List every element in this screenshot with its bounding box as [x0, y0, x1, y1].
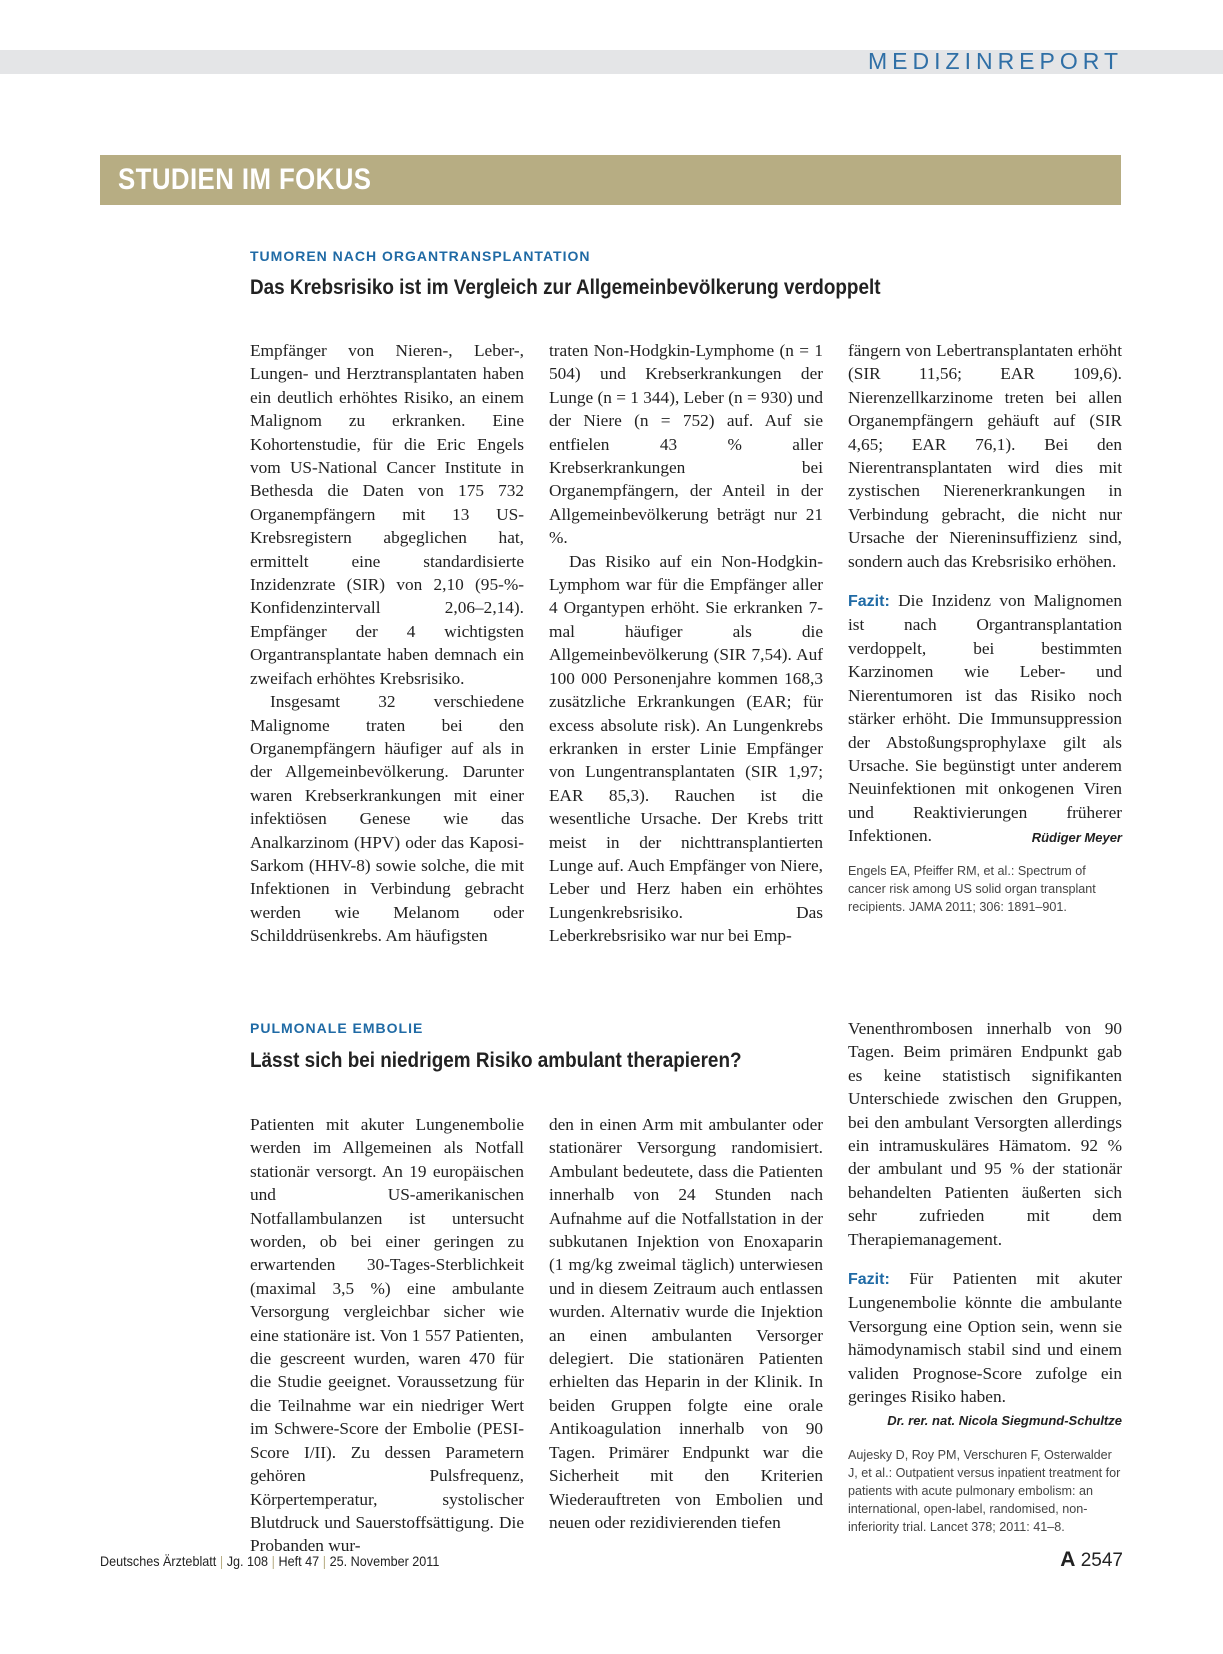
article1-paragraph: Insgesamt 32 verschiedene Malignome traten bei den Organempfängern häufiger auf als in der Allgemeinbevölkerung. Darunter waren Krebserkrankungen mit einer infektiösen Genese wie das Analkarzinom (HPV) oder das Kaposi-Sarkom (HHV-8) sowie solche, die mit Infektionen in Verbindung gebracht werden wie Melanom oder Schilddrüsenkrebs. Am häufigsten [250, 692, 524, 946]
article2-author: Dr. rer. nat. Nicola Siegmund-Schultze [887, 1412, 1122, 1428]
footer-separator: | [271, 1553, 275, 1569]
article2-column-1 [250, 1113, 524, 1558]
article2-fazit [848, 1267, 1122, 1408]
article1-author: Rüdiger Meyer [1031, 830, 1122, 846]
article2-paragraph: Venenthrombosen innerhalb von 90 Tagen. Beim primären Endpunkt gab es keine statistisch signifikanten Unterschiede zwischen den Gruppen, bei den ambulant Versorgten allerdings ein intramuskuläres Hämatom. 92 % der ambulant und 95 % der stationär behandelten Patienten äußerten sich sehr zufrieden mit dem Therapiemanagement. [848, 1019, 1122, 1249]
footer-date: 25. November 2011 [329, 1553, 440, 1569]
article2-column-3 [848, 1017, 1122, 1536]
article1-paragraph: fängern von Lebertransplantaten erhöht (SIR 11,56; EAR 109,6). Nierenzellkarzinome treten bei allen Organempfängern gehäuft auf (SIR 4,65; EAR 76,1). Bei den Nierentransplantaten wird dies mit zystischen Nierenerkrankungen in Verbindung gebracht, die nicht nur Ursache der Niereninsuffizienz sind, sondern auch das Krebsrisiko erhöhen. [848, 341, 1122, 571]
article1-paragraph: traten Non-Hodgkin-Lymphome (n = 1 504) und Krebserkrankungen der Lunge (n = 1 344), Leber (n = 930) und der Niere (n = 752) auf. Auf sie entfielen 43 % aller Krebserkrankungen bei Organempfängern, der Anteil in der Allgemeinbevölkerung beträgt nur 21 %. [549, 341, 823, 548]
article1-paragraph: Empfänger von Nieren-, Leber-, Lungen- und Herztransplantaten haben ein deutlich erhöhtes Risiko, an einem Malignom zu erkranken. Eine Kohortenstudie, für die Eric Engels vom US-National Cancer Institute in Bethesda die Daten von 175 732 Organempfängern mit 13 US-Krebsregistern abgeglichen hat, ermittelt eine standardisierte Inzidenzrate (SIR) von 2,10 (95-%-Konfidenzintervall 2,06–2,14). Empfänger der 4 wichtigsten Organtransplantate haben demnach ein zweifach erhöhtes Krebsrisiko. [250, 341, 524, 688]
article2-column-2 [549, 1113, 823, 1534]
fazit-text: Für Patienten mit akuter Lungenembolie könnte die ambulante Versorgung eine Option sein, wenn sie hämodynamisch stabil sind und einem validen Prognose-Score zufolge ein geringes Risiko haben. [848, 1269, 1122, 1407]
article1-column-2 [549, 339, 823, 948]
fazit-label: Fazit: [848, 593, 890, 611]
article2-reference: Aujesky D, Roy PM, Verschuren F, Osterwalder J, et al.: Outpatient versus inpatient treatment for patients with acute pulmonary embolism: an international, open-label, randomised, non-inferiority trial. Lancet 378; 2011: 41–8. [848, 1447, 1121, 1534]
fazit-text: Die Inzidenz von Malignomen ist nach Organtransplantation verdoppelt, bei bestimmten Karzinomen wie Leber- und Nierentumoren ist das Risiko noch stärker erhöht. Die Immunsuppression der Abstoßungsprophylaxe gilt als Ursache. Sie begünstigt unter anderem Neuinfektionen mit onkogenen Viren und Reaktivierungen früherer Infektionen. [848, 591, 1122, 846]
article1-reference: Engels EA, Pfeiffer RM, et al.: Spectrum of cancer risk among US solid organ transplant recipients. JAMA 2011; 306: 1891–901. [848, 863, 1096, 914]
article1-paragraph: Das Risiko auf ein Non-Hodgkin-Lymphom war für die Empfänger aller 4 Organtypen erhöht. Sie erkranken 7-mal häufiger als die Allgemeinbevölkerung (SIR 7,54). Auf 100 000 Personenjahre kommen 168,3 zusätzliche Erkrankungen (EAR; für excess absolute risk). An Lungenkrebs erkranken in erster Linie Empfänger von Lungentransplantaten (SIR 1,97; EAR 85,3). Rauchen ist die wesentliche Ursache. Der Krebs tritt meist in der nichttransplantierten Lunge auf. Auch Empfänger von Niere, Leber und Herz haben ein erhöhtes Lungenkrebsrisiko. Das Leberkrebsrisiko war nur bei Emp- [549, 551, 824, 946]
page-number-value: 2547 [1080, 1550, 1123, 1571]
banner-title: STUDIEN IM FOKUS [118, 163, 372, 196]
article2-paragraph: Patienten mit akuter Lungenembolie werden im Allgemeinen als Notfall stationär versorgt. An 19 europäischen und US-amerikanischen Notfallambulanzen ist untersucht worden, ob bei einer geringen zu erwartenden 30-Tages-Sterblichkeit (maximal 3,5 %) eine ambulante Versorgung vergleichbar sicher wie eine stationäre ist. Von 1 557 Patienten, die gescreent wurden, waren 470 für die Studie geeignet. Voraussetzung für die Teilnahme war ein niedriger Wert im Schwere-Score der Embolie (PESI-Score I/II). Zu dessen Parametern gehören Pulsfrequenz, Körpertemperatur, systolischer Blutdruck und Sauerstoffsättigung. Die Probanden wur- [250, 1115, 524, 1556]
page-prefix: A [1060, 1548, 1076, 1571]
article2-kicker: PULMONALE EMBOLIE [250, 1020, 424, 1036]
article1-fazit [848, 589, 1122, 847]
article2-paragraph: den in einen Arm mit ambulanter oder stationärer Versorgung randomisiert. Ambulant bedeutete, dass die Patienten innerhalb von 24 Stunden nach Aufnahme auf die Notfallstation in der subkutanen Injektion von Enoxaparin (1 mg/kg zweimal täglich) unterwiesen und in diesem Zeitraum auch entlassen wurden. Alternativ wurde die Injektion an einen ambulanten Versorger delegiert. Die stationären Patienten erhielten das Heparin in der Klinik. In beiden Gruppen folgte eine orale Antikoagulation innerhalb von 90 Tagen. Primärer Endpunkt war die Sicherheit mit den Kriterien Wiederauftreten von Embolien und neuen oder rezidivierenden tiefen [549, 1115, 823, 1532]
footer-volume: Jg. 108 [226, 1553, 269, 1569]
fazit-label: Fazit: [848, 1271, 890, 1289]
studien-banner [100, 155, 1121, 205]
footer-separator: | [322, 1553, 327, 1569]
footer-issue: Heft 47 [278, 1553, 320, 1569]
article1-column-3 [848, 339, 1122, 916]
article1-headline: Das Krebsrisiko ist im Vergleich zur Allgemeinbevölkerung verdoppelt [250, 276, 881, 299]
footer-journal: Deutsches Ärzteblatt [100, 1553, 217, 1569]
article2-headline: Lässt sich bei niedrigem Risiko ambulant therapieren? [250, 1049, 742, 1072]
footer-separator: | [219, 1553, 224, 1569]
page-number [1060, 1548, 1123, 1572]
article1-column-1 [250, 339, 524, 948]
footer-citation [100, 1553, 439, 1569]
article1-kicker: TUMOREN NACH ORGANTRANSPLANTATION [250, 248, 591, 264]
section-label: MEDIZINREPORT [868, 48, 1123, 74]
